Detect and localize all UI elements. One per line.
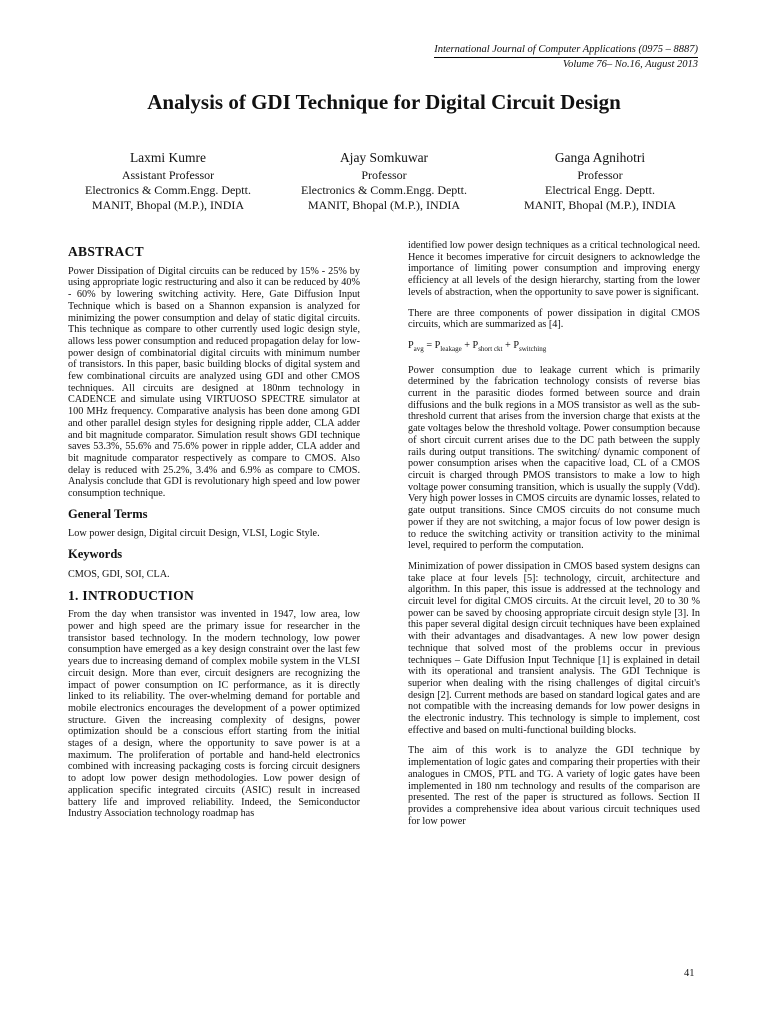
formula-symbol: P xyxy=(408,339,414,351)
paragraph: Minimization of power dissipation in CMOS based system designs can take place at four levels [5]: technology, circuit, architecture and algorithm. In this paper, this issue is addressed at the technology and circuit level for digital CMOS circuits. At the circuit level, 20 to 30 % power can be saved by choosing appropriate circuit design style [3]. In this paper several digital design circuit techniques have been explained with their advantages and disadvantages. A new low power design technique that solved most of the problems occur in previous techniques – Gate Diffusion Input Technique [1] is explained in detail with its operational and transient analysis. The GDI Technique is superior when dealing with the rising challenges of digital circuit's design [2]. Current methods are based on standard logical gates and are not compatible with the increasing demands for low power designs in the electronic industry. This technology is simple to implement, cost effective and based on multi-functional building blocks. xyxy=(408,560,700,736)
paper-title: Analysis of GDI Technique for Digital Circuit Design xyxy=(147,90,621,114)
keywords-heading: Keywords xyxy=(68,547,123,562)
right-column xyxy=(408,240,700,836)
author-1 xyxy=(60,150,276,213)
author-dept: Electrical Engg. Deptt. xyxy=(545,183,655,197)
author-dept: Electronics & Comm.Engg. Deptt. xyxy=(301,183,467,197)
general-terms-text: Low power design, Digital circuit Design, VLSI, Logic Style. xyxy=(68,528,320,540)
paragraph: The aim of this work is to analyze the GDI technique by implementation of logic gates and comparing their properties with their analogues in CMOS, PTL and TG. A variety of logic gates have been implemented in 180 nm technology and results of the comparison are presented. The rest of the paper is structured as follows. Section II provides a comprehensive idea about various circuit techniques used for low power xyxy=(408,745,700,827)
author-2 xyxy=(276,150,492,213)
author-affiliation: MANIT, Bhopal (M.P.), INDIA xyxy=(523,198,677,212)
author-block xyxy=(60,150,708,213)
author-role: Professor xyxy=(577,168,623,182)
formula-subscript: leakage xyxy=(440,344,462,353)
formula-symbol: + P xyxy=(502,339,520,351)
introduction-text: From the day when transistor was invented in 1947, low area, low power and high speed are the primary issue for researcher in the transistor based technology. In the modern technology, low power consumption have emerged as a key design constraint over the last few years due to increasing demand of complex mobile system in the VLSI circuit design. More than ever, circuit designers are recognizing the impact of power consumption on IC performance, as it is directly linked to its reliability. The over-whelming demand for portable and mobile electronics encourages the development of a power optimized structure. Given the increasing complexity of designs, power optimization should be a conscious effort starting from the initial stages of a design, where the opportunity to save power is at a maximum. The proliferation of portable and hand-held electronics combined with increasing packaging costs is forcing circuit designers to adopt low power design methodologies. Low power design of application specific integrated circuits (ASIC) result in increased battery life and improved reliability. Indeed, the Semiconductor Industry Association technology roadmap has xyxy=(68,609,360,820)
author-affiliation: MANIT, Bhopal (M.P.), INDIA xyxy=(91,198,245,212)
formula-symbol: + P xyxy=(461,339,479,351)
journal-volume: Volume 76– No.16, August 2013 xyxy=(562,59,698,70)
formula-symbol: = P xyxy=(426,339,441,351)
abstract-text: Power Dissipation of Digital circuits can be reduced by 15% - 25% by using appropriate logic restructuring and also it can be reduced by 40% - 60% by lowering switching activity. Here, Gate Diffusion Input Technique which is based on a Shannon expansion is analyzed for minimizing the power consumption and delay of static digital circuits. This technique as compare to other currently used logic design style, allows less power consumption and reduced propagation delay for low-power design of combinatorial digital circuits with minimum number of transistors. In this paper, basic building blocks of digital system and few combinational circuits are analyzed using GDI and other CMOS techniques. All circuits are designed at 180nm technology in CADENCE and simulate using VIRTUOSO SPECTRE simulator at 100 MHz frequency. Comparative analysis has been done among GDI and other parallel design styles for designing ripple adder, CLA adder and bit magnitude comparator. Simulation result shows GDI technique saves 53.3%, 55.6% and 75.6% power in ripple adder, CLA adder and bit magnitude comparator respectively as compare to CMOS. Also delay is reduced with 25.2%, 3.4% and 6.9% as compare to CMOS. Analysis conclude that GDI is revolutionary high speed and low power consumption technique. xyxy=(68,265,360,500)
keywords-text: CMOS, GDI, SOI, CLA. xyxy=(68,568,170,580)
abstract-heading: ABSTRACT xyxy=(68,244,144,259)
journal-header xyxy=(434,43,698,71)
formula-subscript: avg xyxy=(413,344,424,353)
left-column xyxy=(68,244,360,829)
author-name: Ajay Somkuwar xyxy=(339,150,429,165)
author-affiliation: MANIT, Bhopal (M.P.), INDIA xyxy=(307,198,461,212)
formula-subscript: short ckt xyxy=(478,344,503,353)
author-name: Ganga Agnihotri xyxy=(554,150,646,165)
paragraph: There are three components of power dissipation in digital CMOS circuits, which are summarized as [4]. xyxy=(408,307,700,331)
general-terms-heading: General Terms xyxy=(68,506,148,521)
paragraph: identified low power design techniques as a critical technological need. Hence it becomes imperative for circuit designers to acknowledge the importance of limiting power consumption and improving energy efficiency at all levels of the design hierarchy, starting from the lower levels of abstraction, when the opportunity to save power is significant. xyxy=(408,240,700,298)
author-3 xyxy=(492,150,708,213)
journal-name: International Journal of Computer Applications (0975 – 8887) xyxy=(434,44,698,55)
formula-subscript: switching xyxy=(519,344,547,353)
author-name: Laxmi Kumre xyxy=(129,150,207,165)
author-role: Assistant Professor xyxy=(121,168,215,182)
author-role: Professor xyxy=(361,168,407,182)
paragraph: Power consumption due to leakage current which is primarily determined by the fabrication technology consists of reverse bias current in the parasitic diodes formed between source and drain diffusions and the bulk regions in a MOS transistor as well as the sub-threshold current that arises from the inversion charge that exists at the gate voltages below the threshold voltage. Power consumption because of short circuit current arises due to the DC path between the supply rails during output transitions. The switching/ dynamic component of power consumption arises when the capacitive load, CL of a CMOS circuit is charged through PMOS transistors to make a low to high voltage power consuming transition, which is usually the supply (Vdd). Very high power losses in CMOS circuits are dynamic losses, related to gate output transitions. Since CMOS circuits do not consume much power if they are not switching, a major focus of low power design is to reduce the switching activity or transition activity to the minimal level, required to perform the computation. xyxy=(408,364,700,552)
author-dept: Electronics & Comm.Engg. Deptt. xyxy=(85,183,251,197)
page-number: 41 xyxy=(684,968,695,979)
power-formula xyxy=(408,340,700,356)
introduction-heading: 1. INTRODUCTION xyxy=(68,587,195,603)
